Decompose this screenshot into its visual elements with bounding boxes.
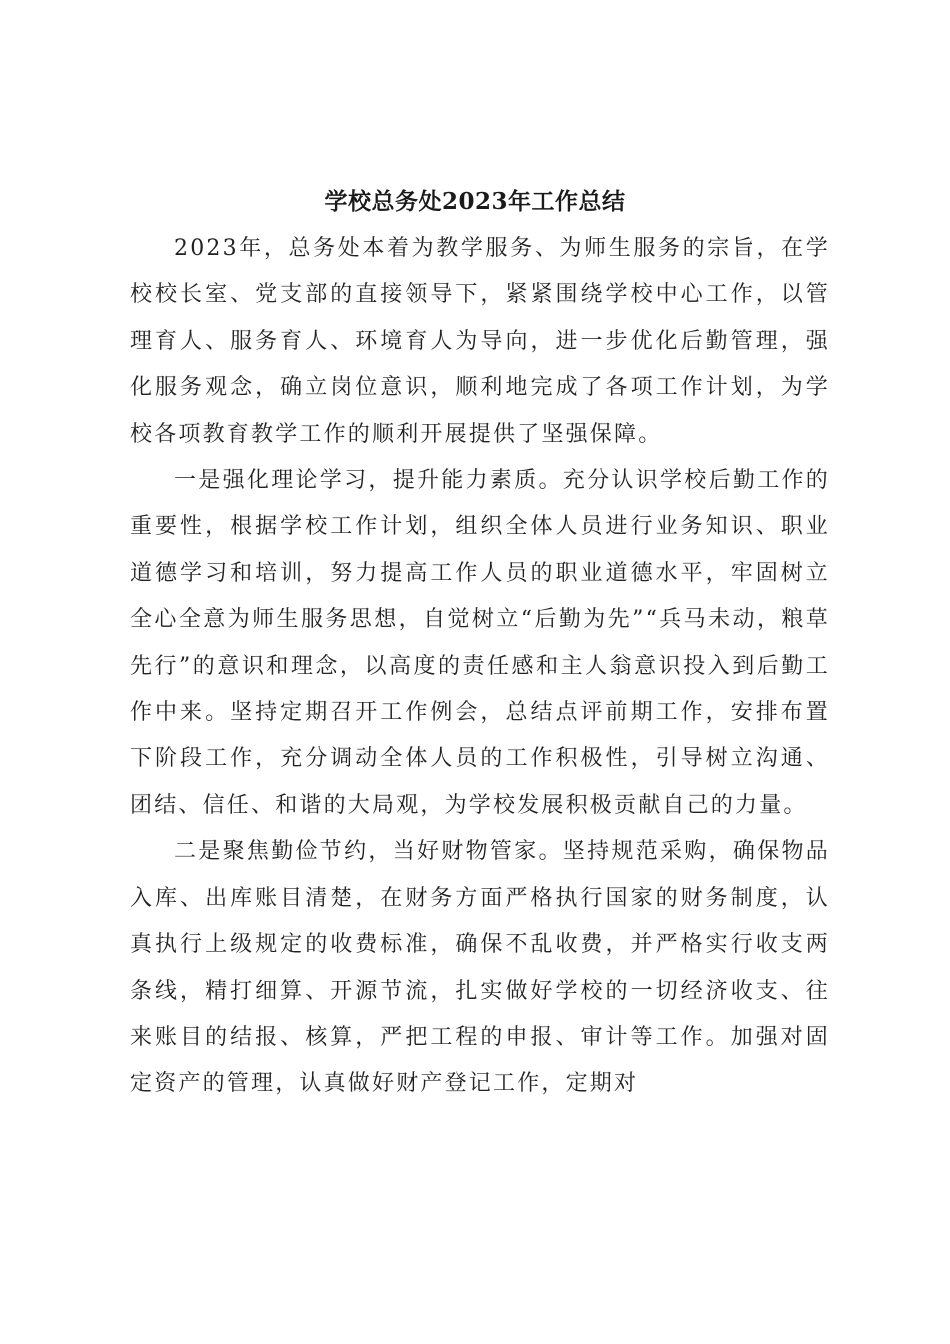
paragraph-theory-study: 一是强化理论学习，提升能力素质。充分认识学校后勤工作的重要性，根据学校工作计划，组织全体人员进行业务知识、职业道德学习和培训，努力提高工作人员的职业道德水平，牢固树立全心全意为师生服务思想，自觉树立“后勤为先”“兵马未动，粮草先行”的意识和理念，以高度的责任感和主人翁意识投入到后勤工作中来。坚持定期召开工作例会，总结点评前期工作，安排布置下阶段工作，充分调动全体人员的工作积极性，引导树立沟通、团结、信任、和谐的大局观，为学校发展积极贡献自己的力量。 — [130, 468, 830, 818]
paragraph-intro: 2023年，总务处本着为教学服务、为师生服务的宗旨，在学校校长室、党支部的直接领导下，紧紧围绕学校中心工作，以管理育人、服务育人、环境育人为导向，进一步优化后勤管理，强化服务观念，确立岗位意识，顺利地完成了各项工作计划，为学校各项教育教学工作的顺利开展提供了坚强保障。 — [130, 236, 830, 447]
document-body — [130, 226, 830, 1108]
document-title: 学校总务处2023年工作总结 — [324, 188, 626, 215]
paragraph-frugality: 二是聚焦勤俭节约，当好财物管家。坚持规范采购，确保物品入库、出库账目清楚，在财务方面严格执行国家的财务制度，认真执行上级规定的收费标准，确保不乱收费，并严格实行收支两条线，精打细算、开源节流，扎实做好学校的一切经济收支、往来账目的结报、核算，严把工程的申报、审计等工作。加强对固定资产的管理，认真做好财产登记工作，定期对 — [130, 839, 830, 1097]
